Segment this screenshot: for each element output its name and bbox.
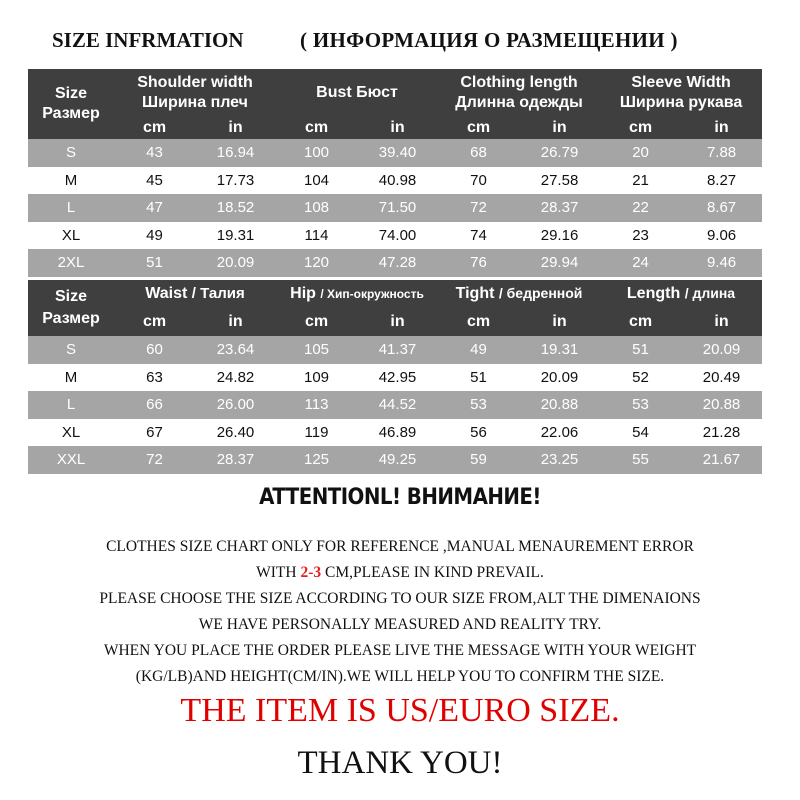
value-cell: 19.31 <box>195 222 276 250</box>
value-cell: 68 <box>438 139 519 167</box>
value-cell: 23 <box>600 222 681 250</box>
value-cell: 41.37 <box>357 336 438 364</box>
value-cell: 20.88 <box>519 391 600 419</box>
value-cell: 26.40 <box>195 419 276 447</box>
value-cell: 17.73 <box>195 167 276 195</box>
table-row <box>28 249 762 277</box>
value-cell: 21.67 <box>681 446 762 474</box>
column-header-length <box>600 280 762 308</box>
value-cell: 70 <box>438 167 519 195</box>
page-heading <box>0 24 800 56</box>
notice-line: CLOTHES SIZE CHART ONLY FOR REFERENCE ,MANUAL MENAUREMENT ERROR <box>106 538 694 555</box>
column-header-line1: Bust Бюст <box>316 84 398 101</box>
unit-in: in <box>357 117 438 139</box>
notice-line: PLEASE CHOOSE THE SIZE ACCORDING TO OUR SIZE FROM,ALT THE DIMENAIONS <box>99 590 701 607</box>
table-row <box>28 446 762 474</box>
unit-cm: cm <box>114 308 195 336</box>
column-header-line2: Ширина рукава <box>619 94 743 111</box>
value-cell: 100 <box>276 139 357 167</box>
value-cell: 46.89 <box>357 419 438 447</box>
value-cell: 18.52 <box>195 194 276 222</box>
value-cell: 9.46 <box>681 249 762 277</box>
value-cell: 63 <box>114 364 195 392</box>
value-cell: 105 <box>276 336 357 364</box>
value-cell: 108 <box>276 194 357 222</box>
value-cell: 26.79 <box>519 139 600 167</box>
attention-heading: ATTENTIONL! ВНИМАНИЕ! <box>259 485 541 510</box>
value-cell: 67 <box>114 419 195 447</box>
column-header-line1: Clothing length <box>460 74 578 91</box>
value-cell: 8.27 <box>681 167 762 195</box>
unit-cm: cm <box>600 117 681 139</box>
size-header <box>28 280 114 336</box>
value-cell: 74 <box>438 222 519 250</box>
value-cell: 49 <box>114 222 195 250</box>
column-header-line1: Sleeve Width <box>631 74 731 91</box>
value-cell: 22.06 <box>519 419 600 447</box>
size-table-upper <box>28 69 762 277</box>
size-header-en: Size <box>54 288 87 305</box>
value-cell: 42.95 <box>357 364 438 392</box>
table-row <box>28 222 762 250</box>
value-cell: 60 <box>114 336 195 364</box>
notice-line: WHEN YOU PLACE THE ORDER PLEASE LIVE THE MESSAGE WITH YOUR WEIGHT <box>103 642 697 659</box>
column-header-ru: / Талия <box>191 285 245 302</box>
value-cell: 21.28 <box>681 419 762 447</box>
value-cell: 49 <box>438 336 519 364</box>
value-cell: 66 <box>114 391 195 419</box>
table-row <box>28 391 762 419</box>
size-cell: S <box>28 336 114 364</box>
value-cell: 43 <box>114 139 195 167</box>
size-cell: XXL <box>28 446 114 474</box>
column-header-clothing-length <box>438 69 600 117</box>
size-header-ru: Размер <box>42 105 100 122</box>
value-cell: 55 <box>600 446 681 474</box>
value-cell: 28.37 <box>519 194 600 222</box>
error-range: 2-3 <box>300 564 322 581</box>
value-cell: 20.09 <box>681 336 762 364</box>
size-cell: 2XL <box>28 249 114 277</box>
unit-cm: cm <box>438 308 519 336</box>
column-header-bust <box>276 69 438 117</box>
value-cell: 51 <box>600 336 681 364</box>
column-header-sleeve-width <box>600 69 762 117</box>
column-header-waist <box>114 280 276 308</box>
table-row <box>28 167 762 195</box>
value-cell: 28.37 <box>195 446 276 474</box>
value-cell: 53 <box>438 391 519 419</box>
size-cell: L <box>28 194 114 222</box>
value-cell: 45 <box>114 167 195 195</box>
heading-russian: ( ИНФОРМАЦИЯ О РАЗМЕЩЕНИИ ) <box>300 28 678 52</box>
value-cell: 27.58 <box>519 167 600 195</box>
value-cell: 119 <box>276 419 357 447</box>
value-cell: 26.00 <box>195 391 276 419</box>
value-cell: 72 <box>114 446 195 474</box>
notice-line: WE HAVE PERSONALLY MEASURED AND REALITY TRY. <box>198 616 602 633</box>
value-cell: 51 <box>114 249 195 277</box>
value-cell: 51 <box>438 364 519 392</box>
value-cell: 24 <box>600 249 681 277</box>
unit-in: in <box>357 308 438 336</box>
unit-in: in <box>519 117 600 139</box>
size-cell: M <box>28 364 114 392</box>
size-cell: S <box>28 139 114 167</box>
table-row <box>28 364 762 392</box>
value-cell: 125 <box>276 446 357 474</box>
size-cell: XL <box>28 222 114 250</box>
notice-text <box>0 534 800 690</box>
column-header-en: Hip <box>290 285 316 302</box>
column-header-ru: / бедренной <box>498 285 583 301</box>
value-cell: 29.94 <box>519 249 600 277</box>
value-cell: 29.16 <box>519 222 600 250</box>
value-cell: 47.28 <box>357 249 438 277</box>
column-header-en: Tight <box>455 285 495 302</box>
value-cell: 53 <box>600 391 681 419</box>
value-cell: 74.00 <box>357 222 438 250</box>
value-cell: 23.64 <box>195 336 276 364</box>
unit-cm: cm <box>438 117 519 139</box>
value-cell: 20.09 <box>519 364 600 392</box>
value-cell: 113 <box>276 391 357 419</box>
value-cell: 20.88 <box>681 391 762 419</box>
value-cell: 23.25 <box>519 446 600 474</box>
value-cell: 20 <box>600 139 681 167</box>
size-cell: L <box>28 391 114 419</box>
column-header-en: Waist <box>145 285 188 302</box>
value-cell: 20.49 <box>681 364 762 392</box>
column-header-en: Length <box>626 285 681 302</box>
size-cell: XL <box>28 419 114 447</box>
value-cell: 39.40 <box>357 139 438 167</box>
euro-size-notice: THE ITEM IS US/EURO SIZE. <box>180 692 620 729</box>
value-cell: 109 <box>276 364 357 392</box>
unit-in: in <box>681 308 762 336</box>
size-header <box>28 69 114 139</box>
unit-cm: cm <box>276 308 357 336</box>
thank-you: THANK YOU! <box>297 745 503 781</box>
value-cell: 114 <box>276 222 357 250</box>
column-header-tight <box>438 280 600 308</box>
table-row <box>28 139 762 167</box>
value-cell: 16.94 <box>195 139 276 167</box>
value-cell: 47 <box>114 194 195 222</box>
value-cell: 52 <box>600 364 681 392</box>
column-header-line2: Ширина плеч <box>142 94 248 111</box>
heading-english: SIZE INFRMATION <box>52 28 244 52</box>
value-cell: 56 <box>438 419 519 447</box>
value-cell: 20.09 <box>195 249 276 277</box>
unit-cm: cm <box>276 117 357 139</box>
unit-cm: cm <box>600 308 681 336</box>
value-cell: 76 <box>438 249 519 277</box>
size-table-lower <box>28 280 762 474</box>
value-cell: 120 <box>276 249 357 277</box>
value-cell: 71.50 <box>357 194 438 222</box>
column-header-ru: / длина <box>684 285 736 301</box>
value-cell: 19.31 <box>519 336 600 364</box>
column-header-ru: / Хип-окружность <box>320 287 424 301</box>
value-cell: 21 <box>600 167 681 195</box>
unit-cm: cm <box>114 117 195 139</box>
value-cell: 22 <box>600 194 681 222</box>
notice-line <box>0 560 800 586</box>
size-cell: M <box>28 167 114 195</box>
column-header-line2: Длинна одежды <box>455 94 583 111</box>
notice-fragment: WITH <box>256 564 301 581</box>
table-row <box>28 336 762 364</box>
value-cell: 24.82 <box>195 364 276 392</box>
unit-in: in <box>195 308 276 336</box>
value-cell: 44.52 <box>357 391 438 419</box>
unit-in: in <box>681 117 762 139</box>
value-cell: 8.67 <box>681 194 762 222</box>
value-cell: 72 <box>438 194 519 222</box>
value-cell: 40.98 <box>357 167 438 195</box>
notice-line: (KG/LB)AND HEIGHT(CM/IN).WE WILL HELP YOU TO CONFIRM THE SIZE. <box>135 668 665 685</box>
value-cell: 49.25 <box>357 446 438 474</box>
size-header-en: Size <box>54 85 87 102</box>
column-header-shoulder <box>114 69 276 117</box>
unit-in: in <box>519 308 600 336</box>
value-cell: 59 <box>438 446 519 474</box>
value-cell: 7.88 <box>681 139 762 167</box>
table-row <box>28 419 762 447</box>
unit-in: in <box>195 117 276 139</box>
column-header-hip <box>276 280 438 308</box>
notice-fragment: CM,PLEASE IN KIND PREVAIL. <box>321 564 544 581</box>
column-header-line1: Shoulder width <box>137 74 253 91</box>
value-cell: 104 <box>276 167 357 195</box>
value-cell: 9.06 <box>681 222 762 250</box>
table-row <box>28 194 762 222</box>
value-cell: 54 <box>600 419 681 447</box>
size-header-ru: Размер <box>42 310 100 327</box>
